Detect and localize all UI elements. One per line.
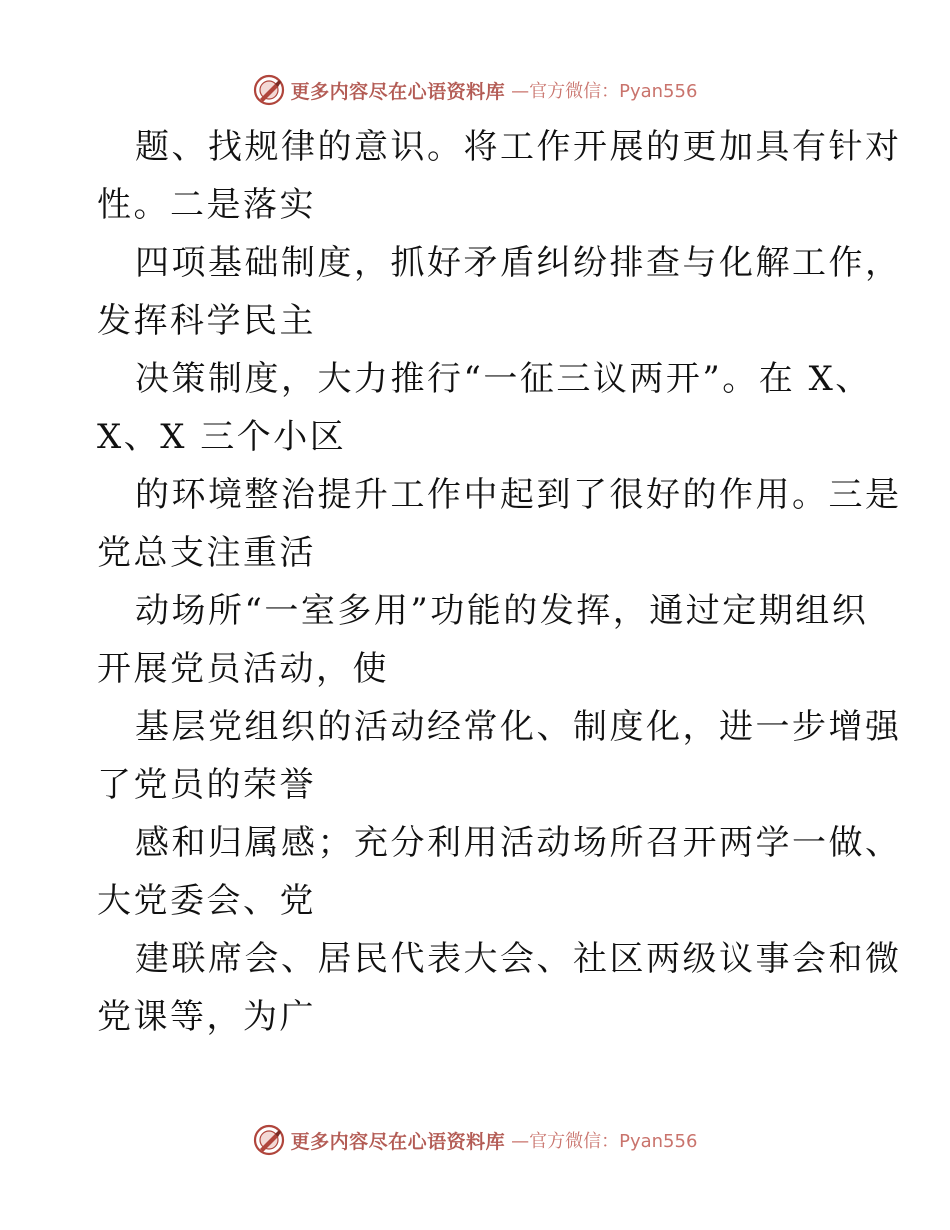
text-line: 了党员的荣誉 xyxy=(97,765,316,805)
pen-logo-icon xyxy=(253,1124,285,1156)
text-line: 动场所“一室多用”功能的发挥，通过定期组织 xyxy=(135,591,869,631)
text-line: 性。二是落实 xyxy=(97,185,316,225)
pen-logo-icon xyxy=(253,74,285,106)
text-line: 基层党组织的活动经常化、制度化，进一步增强 xyxy=(135,707,902,747)
banner-wechat: —官方微信：Pyan556 xyxy=(511,1131,698,1152)
banner-wechat: —官方微信：Pyan556 xyxy=(511,81,698,102)
document-body xyxy=(97,118,902,1046)
text-line: 建联席会、居民代表大会、社区两级议事会和微 xyxy=(135,939,902,979)
text-line: 四项基础制度，抓好矛盾纠纷排查与化解工作， xyxy=(135,243,902,283)
banner-title: 更多内容尽在心语资料库 xyxy=(290,1130,506,1153)
text-line: 感和归属感；充分利用活动场所召开两学一做、 xyxy=(135,823,902,863)
header-banner xyxy=(0,70,950,110)
text-line: 决策制度，大力推行“一征三议两开”。在 X、 xyxy=(135,359,872,399)
text-line: 发挥科学民主 xyxy=(97,301,316,341)
text-line: 开展党员活动，使 xyxy=(97,649,389,689)
footer-banner xyxy=(0,1120,950,1160)
text-line: 党总支注重活 xyxy=(97,533,316,573)
text-line: 党课等，为广 xyxy=(97,997,316,1037)
text-line: X、X 三个小区 xyxy=(97,417,347,457)
banner-title: 更多内容尽在心语资料库 xyxy=(290,80,506,103)
text-line: 的环境整治提升工作中起到了很好的作用。三是 xyxy=(135,475,902,515)
text-line: 大党委会、党 xyxy=(97,881,316,921)
text-line: 题、找规律的意识。将工作开展的更加具有针对 xyxy=(135,127,902,167)
